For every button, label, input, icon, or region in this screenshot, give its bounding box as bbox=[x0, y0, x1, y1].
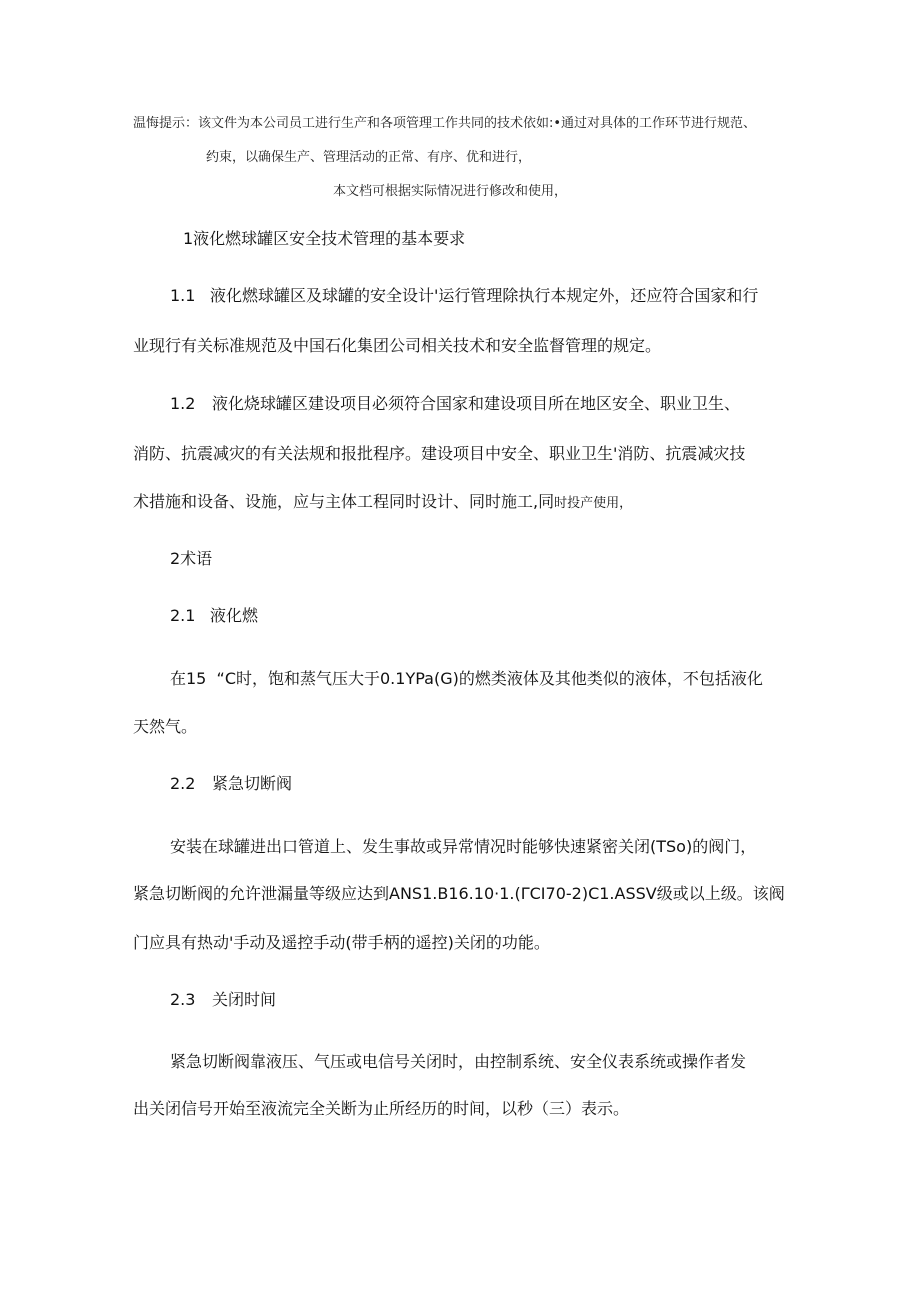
clause-2-1-number: 2.1 bbox=[170, 606, 196, 625]
clause-1-2-line-2: 消防、抗震减灾的有关法规和报批程序。建设项目中安全、职业卫生'消防、抗震减灾技 bbox=[133, 444, 746, 463]
clause-2-1-title: 液化燃 bbox=[210, 606, 259, 625]
clause-1-2-line-3 bbox=[133, 491, 632, 515]
clause-1-2-line-3-main: 术措施和设备、设施，应与主体工程同时设计、同时施工,同 bbox=[133, 492, 555, 511]
notice-line-1: 温悔提示：该文件为本公司员工进行生产和各项管理工作共同的技术依如:•通过对具体的工作环节进行规范、 bbox=[133, 116, 757, 131]
clause-2-2-line-1: 安装在球罐进出口管道上、发生事故或异常情况时能够快速紧密关闭(TSo)的阀门， bbox=[170, 837, 757, 856]
clause-2-3-line-1: 紧急切断阀靠液压、气压或电信号关闭时，由控制系统、安全仪表系统或操作者发 bbox=[170, 1052, 747, 1071]
notice-line-3: 本文档可根据实际情况进行修改和使用， bbox=[333, 184, 568, 199]
clause-1-1-line-1: 液化燃球罐区及球罐的安全设计'运行管理除执行本规定外，还应符合国家和行 bbox=[210, 286, 759, 305]
notice-line-2: 约束，以确保生产、管理活动的正常、有序、优和进行， bbox=[206, 150, 532, 165]
clause-1-2-line-1: 液化烧球罐区建设项目必须符合国家和建设项目所在地区安全、职业卫生、 bbox=[212, 394, 741, 413]
clause-2-3-line-2: 出关闭信号开始至液流完全关断为止所经历的时间，以秒（三）表示。 bbox=[133, 1099, 630, 1118]
clause-2-1-line-2: 天然气。 bbox=[133, 717, 198, 736]
clause-2-1-line-1: 在15 “C时，饱和蒸气压大于0.1YPa(G)的燃类液体及其他类似的液体，不包括液化 bbox=[170, 669, 763, 688]
clause-1-2-number: 1.2 bbox=[170, 394, 196, 413]
section-1-heading: 1液化燃球罐区安全技术管理的基本要求 bbox=[183, 229, 466, 248]
clause-1-2-line-3-small: 时投产使用， bbox=[554, 496, 633, 511]
clause-2-3-title: 关闭时间 bbox=[212, 990, 277, 1009]
clause-2-3-number: 2.3 bbox=[170, 990, 196, 1009]
clause-1-1-line-2: 业现行有关标准规范及中国石化集团公司相关技术和安全监督管理的规定。 bbox=[133, 336, 662, 355]
clause-1-1-number: 1.1 bbox=[170, 286, 196, 305]
clause-2-2-line-3: 门应具有热动'手动及遥控手动(带手柄的遥控)关闭的功能。 bbox=[133, 933, 550, 952]
clause-2-2-number: 2.2 bbox=[170, 774, 196, 793]
section-2-heading: 2术语 bbox=[170, 549, 213, 568]
clause-2-2-line-2: 紧急切断阀的允许泄漏量等级应达到ANS1.B16.10·1.(ΓCI70-2)C1.ASSV级或以上级。该阀 bbox=[133, 884, 785, 903]
clause-2-2-title: 紧急切断阀 bbox=[212, 774, 293, 793]
